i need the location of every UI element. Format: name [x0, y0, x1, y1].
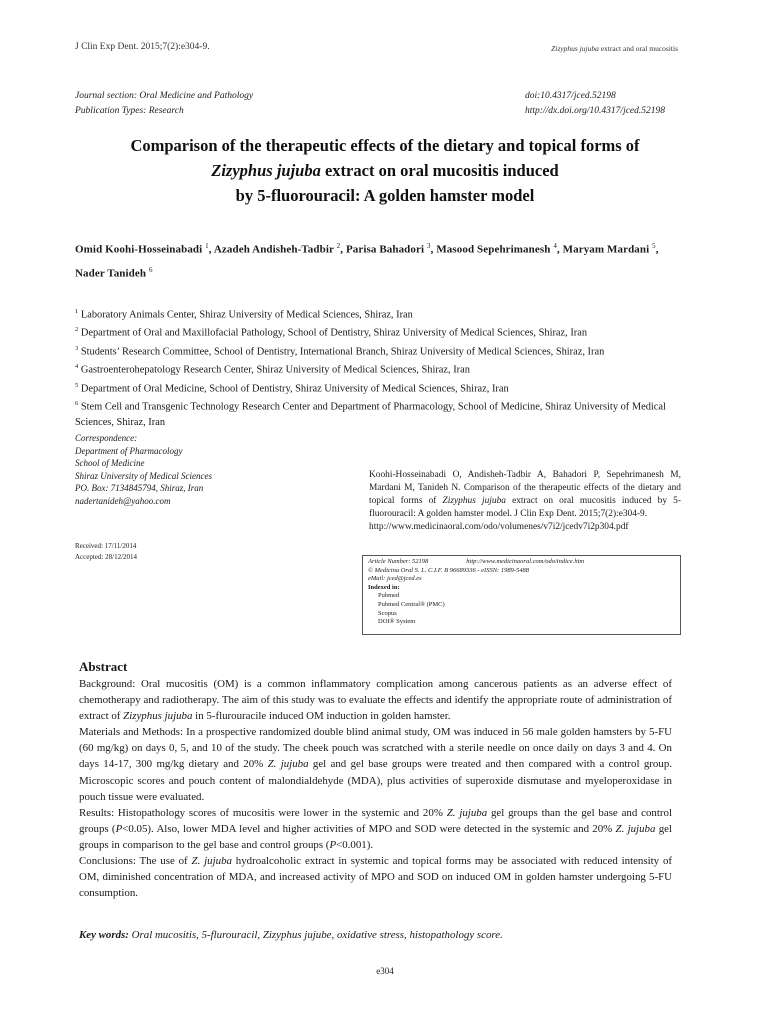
abstract-species: Zizyphus jujuba	[123, 710, 193, 723]
affiliation-text: Stem Cell and Transgenic Technology Research Center and Department of Pharmacology, School of Medicine, Shiraz University of Medical Sciences, Shiraz, Iran	[75, 401, 666, 428]
page-number: e304	[376, 966, 394, 976]
correspondence-line: Correspondence:	[75, 433, 138, 443]
author: Omid Koohi-Hosseinabadi	[75, 243, 203, 256]
abstract-species: Z. jujuba	[615, 822, 656, 835]
citation-text-2: extract on oral mucositis induced by 5-fluorouracil: A golden hamster model. J Clin Exp Dent. 2015;7(2):e304-9.	[369, 495, 681, 519]
affiliation-text: Department of Oral Medicine, School of Dentistry, Shiraz University of Medical Sciences, Shiraz, Iran	[80, 383, 509, 395]
affiliation-sup: 3	[75, 344, 79, 352]
title-species: Zizyphus jujuba	[211, 161, 321, 180]
doi-block	[525, 89, 665, 119]
doi-url[interactable]: http://dx.doi.org/10.4317/jced.52198	[525, 106, 666, 116]
received-date: Received: 17/11/2014	[75, 542, 137, 550]
abstract-body	[79, 676, 672, 901]
author-sup: 1	[205, 242, 209, 250]
affiliation	[75, 304, 690, 322]
running-header-right	[551, 44, 678, 53]
citation-url[interactable]: http://www.medicinaoral.com/odo/volumenes/v7i2/jcedv7i2p304.pdf	[369, 521, 629, 532]
affiliation-sup: 5	[75, 381, 79, 389]
affiliation-sup: 4	[75, 363, 79, 371]
title-line-2	[60, 158, 710, 183]
abstract-text: gel and gel base groups were treated and then compared with a control group. Microscopic scores and pouch content of malondialdehyde (MDA), plus activities of superoxide dismutase and myeloperoxidase in pouch tissue were evaluated.	[79, 758, 672, 803]
article-info-box	[362, 555, 681, 635]
author-sup: 4	[553, 242, 557, 250]
abstract-species: Z. jujuba	[267, 758, 309, 771]
abstract-species: Z. jujuba	[446, 806, 488, 819]
article-title	[60, 133, 710, 208]
doi: doi:10.4317/jced.52198	[525, 91, 616, 101]
affiliation-sup: 1	[75, 308, 79, 315]
running-header-species: Zizyphus jujuba	[551, 44, 599, 53]
journal-section: Journal section: Oral Medicine and Pathology	[75, 91, 254, 101]
index-item: Scopus	[378, 609, 397, 617]
title-line-2-rest: extract on oral mucositis induced	[320, 161, 559, 180]
author-sup: 3	[427, 242, 431, 250]
abstract-results	[79, 805, 672, 853]
index-item: DOI® System	[378, 618, 416, 626]
publication-type: Publication Types: Research	[75, 106, 184, 116]
abstract-text: in 5-flurouracile induced OM induction in golden hamster.	[192, 710, 451, 723]
title-line-1: Comparison of the therapeutic effects of the dietary and topical forms of	[130, 136, 640, 155]
affiliation-text: Students’ Research Committee, School of Dentistry, International Branch, Shiraz University of Medical Sciences, Shiraz, Iran	[80, 346, 605, 358]
abstract-text: Background: Oral mucositis (OM) is a common inflammatory complication among cancerous patients as an adverse effect of chemotherapy and radiotherapy. The aim of this study was to evaluate the effects and identify the appropriate route of administration of extract of	[79, 678, 672, 723]
affiliation-sup: 6	[75, 400, 79, 408]
index-item: Pubmed Central® (PMC)	[378, 600, 445, 608]
journal-site-url[interactable]: http://www.medicinaoral.com/odo/indice.htm	[466, 558, 585, 565]
abstract-text: <0.001).	[336, 838, 374, 851]
affiliation	[75, 341, 690, 359]
affiliation-sup: 2	[75, 326, 79, 334]
abstract-text: gel groups in comparison to the gel base and control groups (	[79, 822, 673, 851]
affiliation-text: Gastroenterohepatology Research Center, Shiraz University of Medical Sciences, Shiraz, Iran	[80, 364, 470, 376]
correspondence-email[interactable]: nadertanideh@yahoo.com	[75, 495, 171, 506]
affiliation	[75, 359, 690, 377]
running-header-rest: extract and oral mucositis	[598, 44, 678, 53]
abstract-heading: Abstract	[79, 659, 128, 674]
affiliation	[75, 396, 690, 429]
author: Masood Sepehrimanesh	[436, 243, 551, 256]
keywords-label: Key words:	[79, 929, 129, 941]
citation-species: Zizyphus jujuba	[442, 495, 506, 506]
affiliation-text: Laboratory Animals Center, Shiraz University of Medical Sciences, Shiraz, Iran	[80, 309, 413, 321]
journal-email[interactable]: eMail: jced@jced.es	[368, 575, 422, 583]
keywords-text: Oral mucositis, 5-flurouracil, Zizyphus jujube, oxidative stress, histopathology score.	[128, 929, 503, 941]
abstract-text: gel groups than the gel base and control groups (	[79, 806, 672, 835]
p-value-symbol: P	[115, 822, 123, 835]
author: Nader Tanideh	[75, 267, 147, 280]
correspondence-line: Department of Pharmacology	[75, 445, 183, 456]
author: Parisa Bahadori	[345, 243, 425, 256]
accepted-date: Accepted: 28/12/2014	[75, 552, 138, 561]
author: Azadeh Andisheh-Tadbir	[213, 243, 334, 256]
correspondence-line: PO. Box: 7134845794, Shiraz, Iran	[75, 483, 204, 493]
abstract-text: hydroalcoholic extract in systemic and topical forms may be associated with reduced intensity of OM, diminished concentration of MDA, and increased activity of MPO and SOD on induced OM in golden hamster undergoing 5-FU consumption.	[79, 855, 673, 900]
correspondence-block	[75, 432, 212, 507]
dates-block	[75, 541, 137, 562]
affiliation-list	[75, 304, 690, 430]
copyright-line: © Medicina Oral S. L. C.I.F. B 96689336 - eISSN: 1989-5488	[368, 566, 529, 574]
running-header-left: J Clin Exp Dent. 2015;7(2):e304-9.	[75, 42, 210, 52]
info-box-row	[368, 558, 675, 567]
author: Maryam Mardani	[562, 243, 650, 256]
index-item: Pubmed	[378, 592, 400, 600]
abstract-conclusions	[79, 853, 672, 901]
abstract-text: Conclusions: The use of	[79, 855, 192, 868]
correspondence-line: School of Medicine	[75, 458, 145, 468]
citation-block	[369, 469, 681, 534]
affiliation	[75, 322, 690, 340]
abstract-text: <0.05). Also, lower MDA level and higher activities of MPO and SOD were detected in the systemic and 20%	[122, 822, 616, 835]
indexed-label: Indexed in:	[368, 583, 400, 591]
title-line-3: by 5-fluorouracil: A golden hamster model	[235, 186, 535, 205]
abstract-text: Results: Histopathology scores of mucositis were lower in the systemic and 20%	[79, 806, 447, 819]
author-list: Omid Koohi-Hosseinabadi $^1$, Azadeh Andisheh-Tadbir $^2$, Parisa Bahadori $^3$, Masood Sepehrimanesh $^4$, Maryam Mardani $^5$, Nader Tanideh $^6$	[75, 242, 659, 280]
affiliation-text: Department of Oral and Maxillofacial Pathology, School of Dentistry, Shiraz University of Medical Sciences, Shiraz, Iran	[80, 327, 588, 339]
abstract-methods	[79, 724, 672, 804]
keywords	[79, 929, 679, 941]
author-sup: 5	[652, 242, 656, 250]
article-number: Article Number: 52198	[368, 558, 429, 565]
correspondence-line: Shiraz University of Medical Sciences	[75, 470, 212, 481]
affiliation	[75, 378, 690, 396]
author-sup: 2	[336, 242, 341, 250]
citation-text-1: Koohi-Hosseinabadi O, Andisheh-Tadbir A, Bahadori P, Sepehrimanesh M, Mardani M, Tanideh N. Comparison of the therapeutic effects of the dietary and topical forms of	[369, 470, 681, 506]
journal-meta	[75, 89, 253, 119]
abstract-background	[79, 676, 672, 724]
author-sup: 6	[148, 265, 153, 274]
abstract-species: Z. jujuba	[191, 855, 232, 868]
p-value-symbol: P	[329, 838, 337, 851]
abstract-text: Materials and Methods: In a prospective randomized double blind animal study, OM was induced in 56 male golden hamsters by 5-FU (60 mg/kg) on days 0, 5, and 10 of the study. The cheek pouch was scratched with a sterile needle on once daily on days 3 and 4. On days 14-17, 300 mg/kg dietary and 20%	[79, 726, 672, 771]
